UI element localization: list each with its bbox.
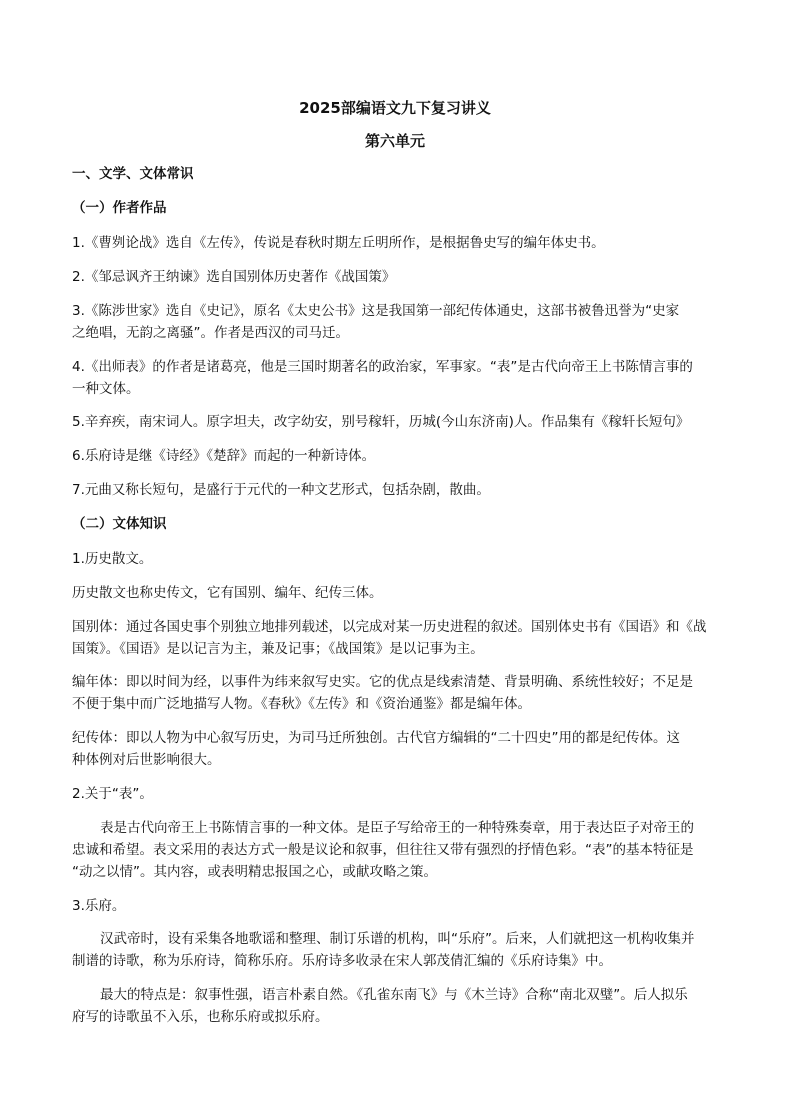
paragraph-line: 种体例对后世影响很大。 [72, 752, 221, 768]
list-item: 6.乐府诗是继《诗经》《楚辞》而起的一种新诗体。 [72, 448, 376, 464]
list-item-continued: 一种文体。 [72, 381, 140, 397]
subsection-heading-works: （一）作者作品 [72, 200, 167, 216]
list-item: 4.《出师表》的作者是诸葛亮，他是三国时期著名的政治家，军事家。“表”是古代向帝王上书陈情言事的 [72, 359, 693, 375]
paragraph-line: 忠诚和希望。表文采用的表达方式一般是议论和叙事，但往往又带有强烈的抒情色彩。“表”的基本特征是 [72, 842, 694, 858]
paragraph-line: 表是古代向帝王上书陈情言事的一种文体。是臣子写给帝王的一种特殊奏章，用于表达臣子对帝王的 [100, 820, 694, 836]
paragraph-line: 不便于集中而广泛地描写人物。《春秋》《左传》和《资治通鉴》都是编年体。 [72, 696, 531, 712]
list-item: 7.元曲又称长短句，是盛行于元代的一种文艺形式，包括杂剧，散曲。 [72, 482, 490, 498]
subsection-heading-genres: （二）文体知识 [72, 516, 167, 532]
knowledge-title-historical-prose: 1.历史散文。 [72, 551, 153, 567]
paragraph-line: 纪传体：即以人物为中心叙写历史，为司马迁所独创。古代官方编辑的“二十四史”用的都是纪传体。这 [72, 730, 680, 746]
paragraph-line: 编年体：即以时间为经，以事件为纬来叙写史实。它的优点是线索清楚、背景明确、系统性较好；不足是 [72, 674, 693, 690]
paragraph-line: 府写的诗歌虽不入乐，也称乐府或拟乐府。 [72, 1009, 329, 1025]
document-title: 2025部编语文九下复习讲义 [299, 99, 491, 117]
paragraph-line: “动之以情”。其内容，或表明精忠报国之心，或献攻略之策。 [72, 864, 437, 880]
paragraph-line: 最大的特点是：叙事性强，语言朴素自然。《孔雀东南飞》与《木兰诗》合称“南北双璧”。后人拟乐 [100, 987, 688, 1003]
paragraph-line: 汉武帝时，设有采集各地歌谣和整理、制订乐谱的机构，叫“乐府”。后来，人们就把这一机构收集并 [100, 931, 695, 947]
list-item: 1.《曹刿论战》选自《左传》，传说是春秋时期左丘明所作，是根据鲁史写的编年体史书。 [72, 235, 605, 251]
unit-heading: 第六单元 [364, 132, 425, 150]
knowledge-title-yuefu: 3.乐府。 [72, 898, 126, 914]
paragraph-line: 制谱的诗歌，称为乐府诗，简称乐府。乐府诗多收录在宋人郭茂倩汇编的《乐府诗集》中。 [72, 953, 612, 969]
list-item: 3.《陈涉世家》选自《史记》，原名《太史公书》这是我国第一部纪传体通史，这部书被鲁迅誉为“史家 [72, 303, 680, 319]
paragraph-line: 历史散文也称史传文，它有国别、编年、纪传三体。 [72, 585, 383, 601]
paragraph-line: 国别体：通过各国史事个别独立地排列载述，以完成对某一历史进程的叙述。国别体史书有《国语》和《战 [72, 619, 707, 635]
paragraph-line: 国策》。《国语》是以记言为主，兼及记事；《战国策》是以记事为主。 [72, 641, 484, 657]
list-item: 2.《邹忌讽齐王纳谏》选自国别体历史著作《战国策》 [72, 269, 396, 285]
section-heading-literature: 一、文学、文体常识 [72, 166, 194, 182]
list-item-continued: 之绝唱，无韵之离骚”。作者是西汉的司马迁。 [72, 325, 349, 341]
knowledge-title-biao: 2.关于“表”。 [72, 786, 153, 802]
list-item: 5.辛弃疾，南宋词人。原字坦夫，改字幼安，别号稼轩，历城(今山东济南)人。作品集有《稼轩长短句》 [72, 414, 690, 430]
